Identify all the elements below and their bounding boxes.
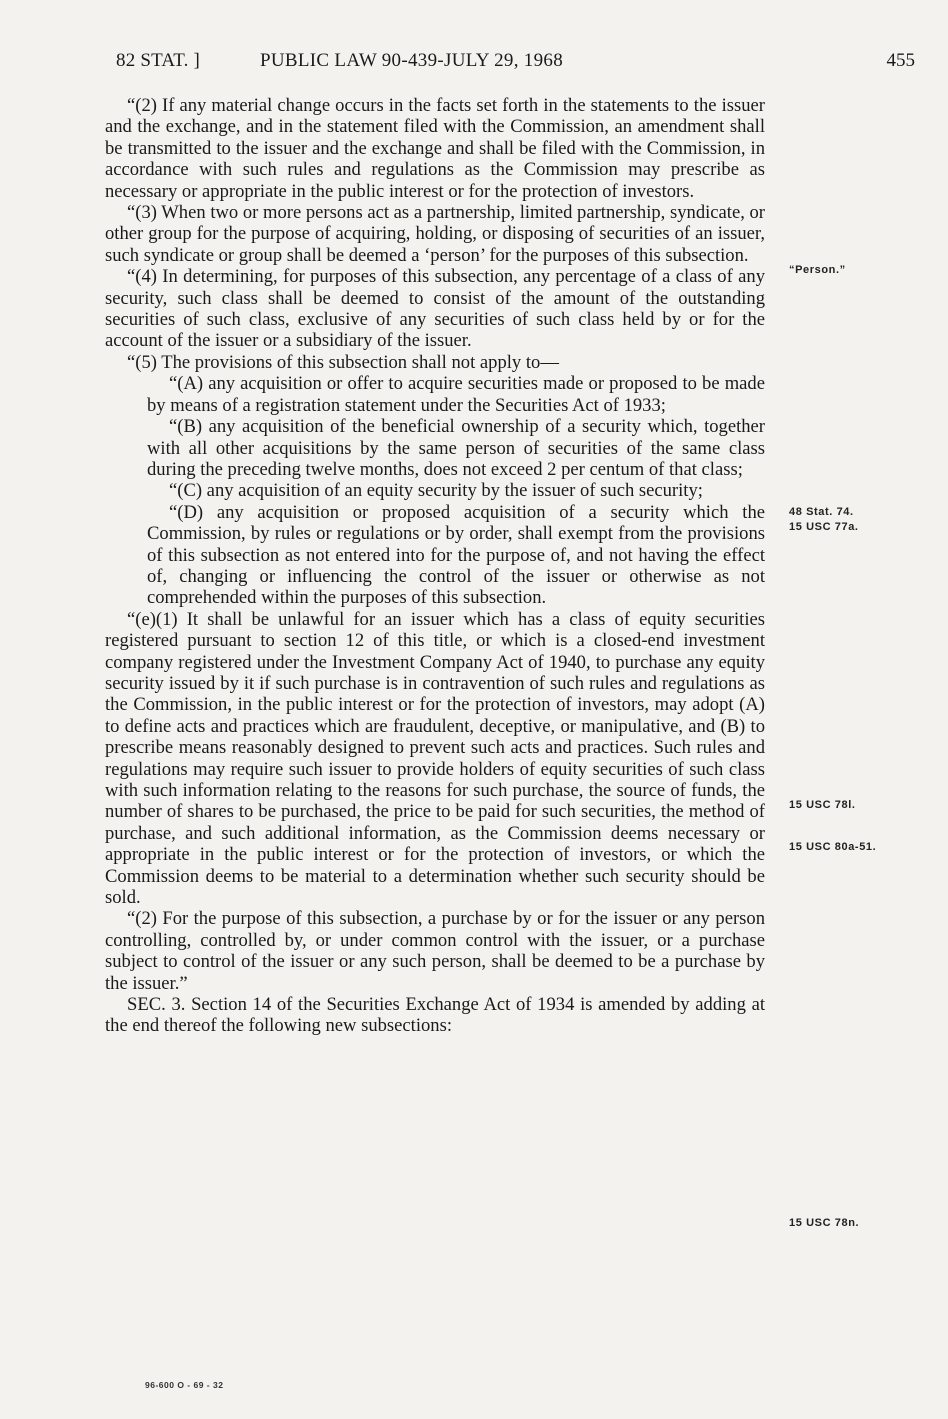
paragraph-3: “(3) When two or more persons act as a partnership, limited partnership, syndicate, or other group for the purpose of acquiring, holding, or disposing of securities of an issuer, such syndicate or group shall be deemed a ‘person’ for the purposes of this subsection. bbox=[105, 202, 765, 266]
margin-note-person: “Person.” bbox=[789, 264, 846, 276]
section-3: SEC. 3. Section 14 of the Securities Exchange Act of 1934 is amended by adding at the end thereof the following new subsections: bbox=[105, 994, 765, 1037]
page-number: 455 bbox=[886, 50, 915, 71]
footer-print-code: 96-600 O - 69 - 32 bbox=[145, 1380, 224, 1390]
paragraph-4: “(4) In determining, for purposes of this subsection, any percentage of a class of any security, such class shall be deemed to consist of the amount of the outstanding securities of such class, exclusive of any securities of such class held by or for the account of the issuer or a subsidiary of the issuer. bbox=[105, 266, 765, 352]
margin-note-48-stat: 48 Stat. 74. bbox=[789, 506, 854, 518]
clause-d: “(D) any acquisition or proposed acquisition of a security which the Commission, by rules or regulations or by order, shall exempt from the provisions of this subsection as not entered into for the purpose of, and not having the effect of, changing or influencing the control of the issuer or otherwise as not comprehended within the purposes of this subsection. bbox=[147, 501, 765, 609]
subsection-e-1: “(e)(1) It shall be unlawful for an issuer which has a class of equity securities registered pursuant to section 12 of this title, or which is a closed-end investment company registered under the Investment Company Act of 1940, to purchase any equity security issued by it if such purchase is in contravention of such rules and regulations as the Commission, in the public interest or for the protection of investors, may adopt (A) to define acts and practices which are fraudulent, deceptive, or manipulative, and (B) to prescribe means reasonably designed to prevent such acts and practices. Such rules and regulations may require such issuer to provide holders of equity securities of such class with such information relating to the reasons for such purchase, the source of funds, the number of shares to be purchased, the price to be paid for such securities, the method of purchase, and such additional information, as the Commission deems necessary or appropriate in the public interest or for the protection of investors, or which the Commission deems to be material to a determination whether such security should be sold. bbox=[105, 608, 765, 909]
header-title: PUBLIC LAW 90-439-JULY 29, 1968 bbox=[260, 50, 564, 71]
clause-c: “(C) any acquisition of an equity security by the issuer of such security; bbox=[169, 480, 703, 502]
margin-note-15-usc-78n: 15 USC 78n. bbox=[789, 1217, 860, 1229]
clause-a: “(A) any acquisition or offer to acquire securities made or proposed to be made by means of a registration statement under the Securities Act of 1933; bbox=[147, 373, 765, 416]
paragraph-5: “(5) The provisions of this subsection shall not apply to— bbox=[127, 351, 559, 373]
margin-note-15-usc-80a-51: 15 USC 80a-51. bbox=[789, 841, 877, 853]
document-body bbox=[105, 95, 765, 1037]
margin-note-15-usc-77a: 15 USC 77a. bbox=[789, 521, 859, 533]
clause-b: “(B) any acquisition of the beneficial ownership of a security which, together with all other acquisitions by the same person of securities of the same class during the preceding twelve months, does not exceed 2 per centum of that class; bbox=[147, 416, 765, 480]
paragraph-2: “(2) If any material change occurs in the facts set forth in the statements to the issuer and the exchange, and in the statement filed with the Commission, an amendment shall be transmitted to the issuer and the exchange and shall be filed with the Commission, in accordance with such rules and regulations as the Commission may prescribe as necessary or appropriate in the public interest or for the protection of investors. bbox=[105, 95, 765, 202]
subsection-e-2: “(2) For the purpose of this subsection, a purchase by or for the issuer or any person controlling, controlled by, or under common control with the issuer, or a purchase subject to control of the issuer or any such person, shall be deemed to be a purchase by the issuer.” bbox=[105, 908, 765, 994]
margin-note-15-usc-78l: 15 USC 78l. bbox=[789, 799, 856, 811]
header-statute-ref: 82 STAT. ] bbox=[116, 50, 201, 71]
